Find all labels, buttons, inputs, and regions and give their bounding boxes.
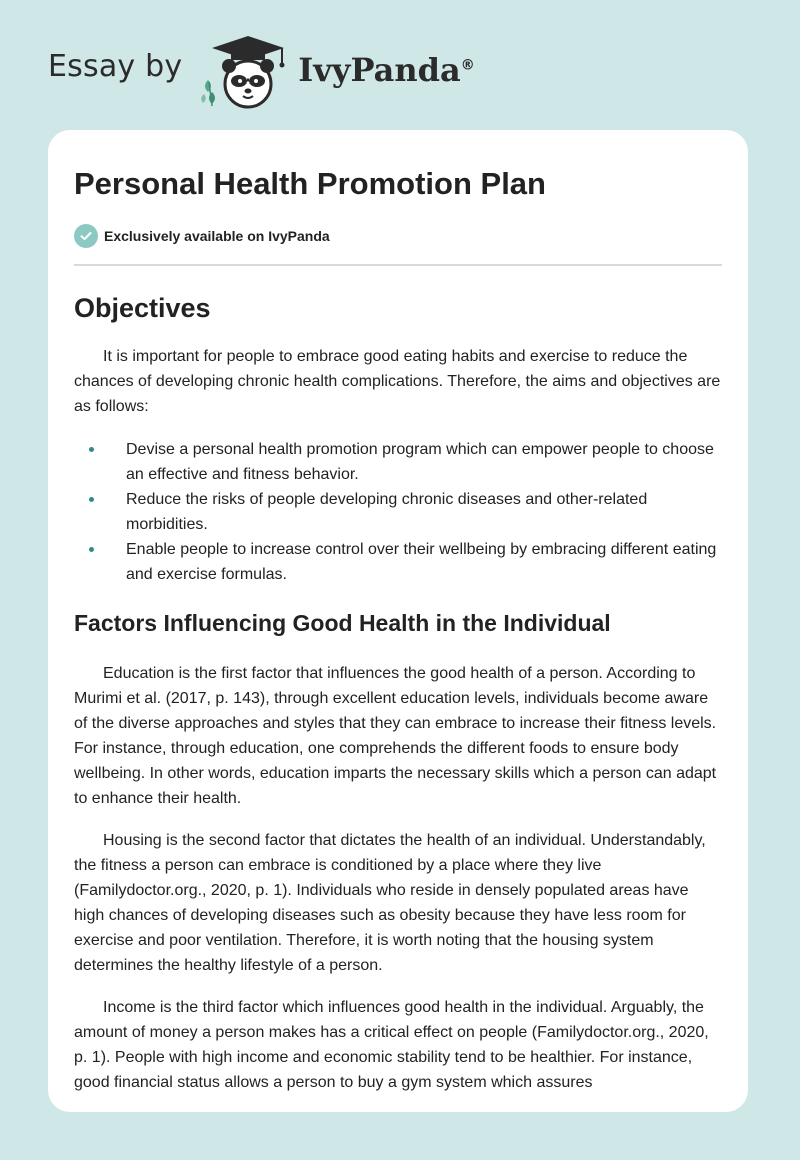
bullet-icon <box>89 447 94 452</box>
essay-card <box>48 130 748 1112</box>
site-header <box>48 34 475 110</box>
list-item <box>74 437 722 487</box>
essay-by-label: Essay by <box>48 48 183 84</box>
bullet-icon <box>89 497 94 502</box>
paragraph: Income is the third factor which influences good health in the individual. Arguably, the amount of money a person makes has a critical effect on people (Familydoctor.org., 2020, p. 1). People with high income and economic stability tend to be healthier. For instance, good financial status allows a person to buy a gym system which assures <box>74 999 709 1091</box>
exclusive-badge <box>74 224 722 266</box>
paragraph: Housing is the second factor that dictates the health of an individual. Understandably, the fitness a person can embrace is conditioned by a place where they live (Familydoctor.org., 2020, p. 1). Individuals who reside in densely populated areas have high chances of developing diseases such as obesity because they have less room for exercise and poor ventilation. Therefore, it is worth noting that the housing system determines the healthy lifestyle of a person. <box>74 832 706 974</box>
list-item-text: Devise a personal health promotion program which can empower people to choose an effective and fitness behavior. <box>126 441 714 483</box>
section-heading-factors: Factors Influencing Good Health in the Individual <box>74 610 611 636</box>
objectives-list <box>74 437 722 587</box>
section-heading-objectives: Objectives <box>74 293 211 323</box>
list-item-text: Reduce the risks of people developing chronic diseases and other-related morbidities. <box>126 491 648 533</box>
list-item <box>74 537 722 587</box>
bullet-icon <box>89 547 94 552</box>
paragraph: It is important for people to embrace good eating habits and exercise to reduce the chances of developing chronic health complications. Therefore, the aims and objectives are as follows: <box>74 348 721 415</box>
list-item-text: Enable people to increase control over their wellbeing by embracing different eating and exercise formulas. <box>126 541 717 583</box>
list-item <box>74 487 722 537</box>
brand-name: IvyPanda® <box>298 51 475 89</box>
page-title: Personal Health Promotion Plan <box>74 166 546 201</box>
check-circle-icon <box>74 224 98 248</box>
exclusive-badge-label: Exclusively available on IvyPanda <box>104 228 330 244</box>
paragraph: Education is the first factor that influences the good health of a person. According to Murimi et al. (2017, p. 143), through excellent education levels, individuals become aware of the diverse approaches and styles that they can embrace to increase their fitness levels. For instance, through education, one comprehends the different foods to ensure body wellbeing. In other words, education imparts the necessary skills which a person can adapt to enhance their health. <box>74 665 717 807</box>
panda-graduate-icon <box>198 34 290 110</box>
